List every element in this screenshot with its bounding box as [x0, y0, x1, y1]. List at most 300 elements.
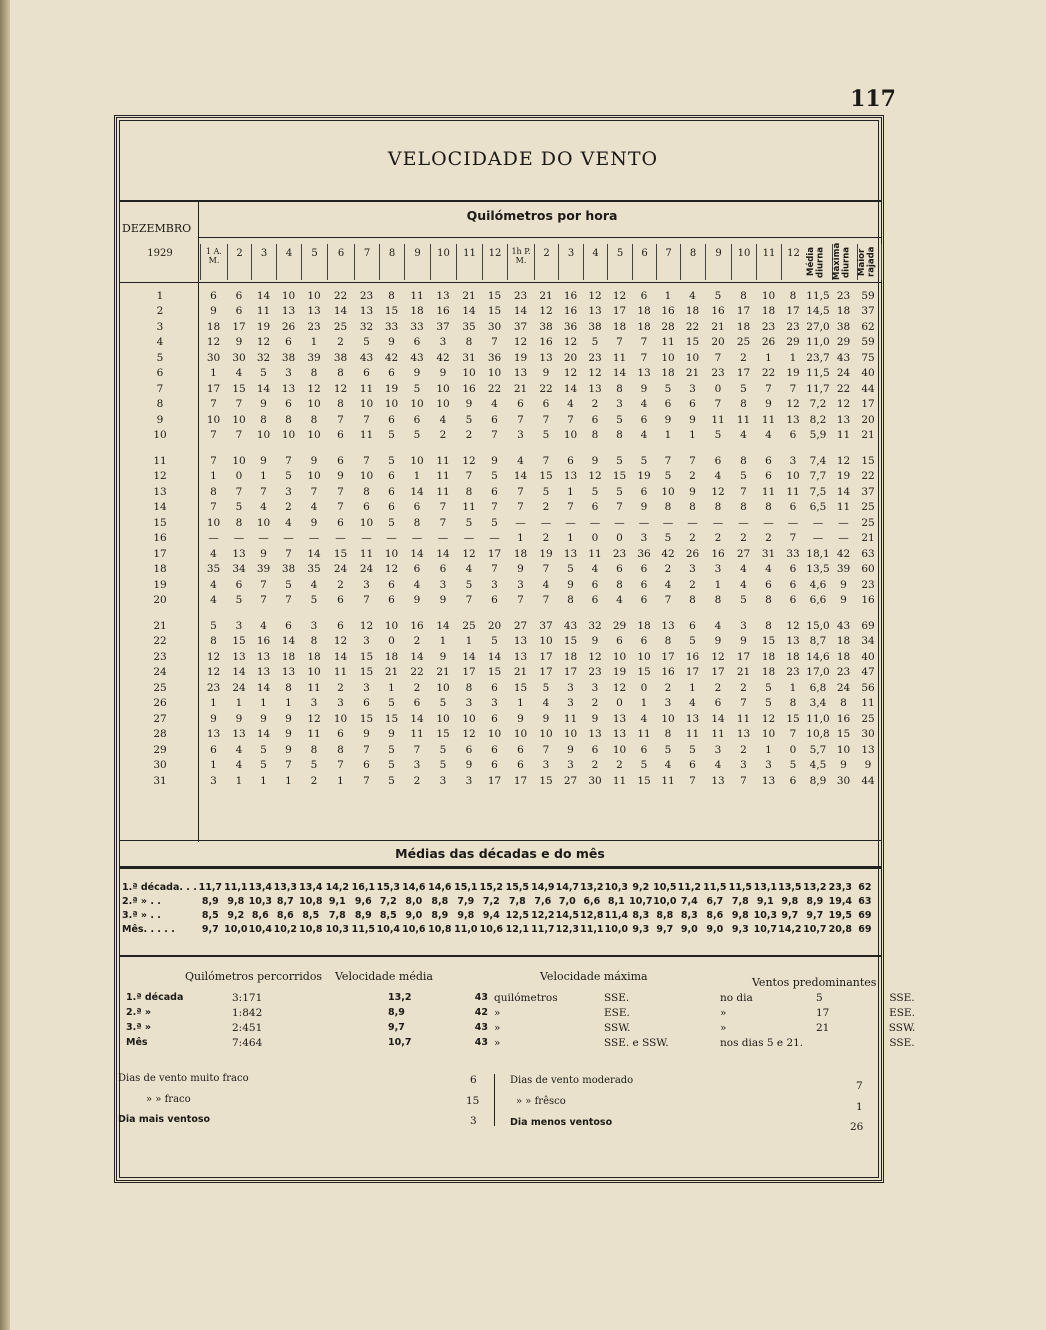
daily-table [120, 288, 880, 789]
stat-max: 10 [836, 743, 851, 756]
hour-value: 18 [206, 320, 221, 333]
stat-avg: 5,7 [809, 743, 827, 756]
hour-value: 13 [563, 547, 578, 560]
hour-value: 11 [685, 728, 700, 741]
hour-value: 6 [765, 470, 772, 483]
year-label: 1929 [147, 248, 173, 259]
hour-value: 9 [740, 635, 747, 648]
hour-value: 11 [256, 305, 271, 318]
day-cell: 11 [153, 454, 167, 467]
hour-value: 4 [235, 743, 243, 756]
hour-header: 8 [680, 244, 705, 280]
hour-header: 9 [404, 244, 430, 280]
hour-value: 7 [285, 759, 292, 772]
hour-value: 10 [333, 712, 348, 725]
hour-value: 8 [765, 501, 772, 514]
hour-value: 1 [439, 635, 447, 648]
day-cell: 31 [153, 774, 167, 787]
hour-value: 4 [689, 289, 696, 302]
hour-value: 13 [256, 666, 271, 679]
average-hour-value: 8,6 [251, 909, 269, 921]
hour-value: 25 [333, 320, 348, 333]
hour-value: 3 [714, 743, 722, 756]
hour-value: 10 [761, 728, 776, 741]
stat-gust: 62 [861, 320, 875, 333]
hour-header: 11 [456, 244, 482, 280]
hour-value: — [565, 516, 576, 529]
hour-value: 14 [410, 650, 424, 663]
hour-value: 7 [542, 743, 550, 756]
hour-value: 2 [413, 774, 421, 787]
hour-value: 17 [487, 774, 502, 787]
hour-value: 4 [260, 501, 267, 514]
hour-value: 2 [337, 578, 344, 591]
average-max: 23,3 [828, 881, 853, 893]
table-row [120, 649, 880, 665]
table-row [120, 711, 880, 727]
hour-value: 2 [689, 470, 696, 483]
hour-value: 9 [439, 650, 447, 663]
hour-value: 4 [210, 594, 217, 607]
header-rule [198, 237, 882, 238]
summary-maxv: 43 [474, 1022, 488, 1033]
footer-very-weak-label: Dias de vento muito fraco [118, 1073, 249, 1084]
hour-value: — [411, 532, 423, 545]
hour-value: 38 [333, 351, 348, 364]
hour-value: 6 [363, 367, 370, 380]
hour-value: 14 [232, 666, 246, 679]
hour-value: 13 [711, 774, 725, 787]
hour-value: 35 [462, 320, 476, 333]
hour-value: 7 [260, 594, 267, 607]
hour-value: 8 [664, 501, 672, 514]
hour-value: 10 [786, 470, 800, 483]
hour-value: 11 [736, 413, 751, 426]
hour-value: 23 [588, 351, 602, 364]
average-hour-value: 9,1 [756, 895, 774, 907]
hour-value: 2 [740, 532, 747, 545]
hour-value: 21 [513, 666, 528, 679]
table-row [120, 366, 880, 382]
hour-value: 14 [462, 650, 476, 663]
average-row [120, 894, 877, 908]
average-hour-value: 11,5 [703, 881, 727, 893]
average-hour-value: 9,0 [405, 909, 423, 921]
hour-value: 42 [384, 351, 399, 364]
hour-value: 12 [588, 470, 602, 483]
hour-value: 9 [310, 516, 318, 529]
hour-value: 17 [736, 367, 751, 380]
hour-value: — [738, 516, 749, 529]
hour-value: 23 [359, 289, 374, 302]
hour-value: 17 [786, 305, 800, 318]
hour-value: 6 [337, 516, 344, 529]
hour-value: 38 [281, 563, 296, 576]
stat-max: 24 [836, 367, 851, 380]
hour-value: 7 [491, 563, 498, 576]
hour-value: 23 [786, 320, 800, 333]
hour-value: 6 [285, 398, 292, 411]
hour-value: 9 [689, 485, 696, 498]
hour-value: 21 [513, 382, 528, 395]
table-row [120, 381, 880, 397]
hour-value: 3 [210, 774, 217, 787]
hour-value: 11 [436, 470, 450, 483]
hour-value: 27 [736, 547, 751, 560]
hour-value: 17 [232, 320, 246, 333]
stat-avg: 18,1 [806, 547, 830, 560]
average-hour-value: 14,9 [531, 881, 555, 893]
hour-value: 2 [591, 697, 599, 710]
hour-value: 0 [591, 532, 599, 545]
hour-value: 12 [786, 619, 800, 632]
hour-value: 4 [210, 578, 217, 591]
hour-value: 5 [465, 578, 473, 591]
hour-value: 7 [439, 501, 447, 514]
hour-value: — [308, 532, 320, 545]
hour-value: 11 [436, 485, 450, 498]
hour-value: 12 [513, 336, 528, 349]
hour-value: 6 [640, 413, 648, 426]
average-hour-value: 7,8 [731, 895, 749, 907]
hour-value: — [258, 532, 269, 545]
hour-value: 5 [640, 759, 648, 772]
units-subtitle: Quilómetros por hora [466, 208, 618, 223]
hour-value: 15 [384, 305, 399, 318]
average-hour-value: 6,7 [706, 895, 724, 907]
hour-value: 3 [740, 619, 747, 632]
hour-value: 21 [384, 666, 399, 679]
hour-value: 12 [333, 635, 348, 648]
hour-value: 16 [539, 336, 553, 349]
hour-value: 3 [789, 454, 797, 467]
hour-value: 11 [761, 485, 776, 498]
hour-value: 3 [439, 578, 447, 591]
hour-value: 9 [235, 336, 243, 349]
hour-value: 6 [235, 305, 243, 318]
hour-value: 31 [761, 547, 776, 560]
hour-value: 12 [588, 367, 602, 380]
average-hour-value: 10,0 [653, 895, 677, 907]
hour-value: 5 [439, 743, 447, 756]
table-row [120, 593, 880, 609]
hour-value: 8 [210, 485, 217, 498]
hour-value: — [787, 516, 799, 529]
hour-value: 13 [256, 650, 271, 663]
hour-value: 9 [591, 454, 599, 467]
average-hour-value: 10,3 [325, 923, 350, 935]
hour-value: 4 [640, 429, 648, 442]
hour-header: 5 [607, 244, 632, 280]
hour-value: 4 [310, 501, 318, 514]
hour-value: 15 [232, 635, 246, 648]
hour-value: 26 [685, 547, 700, 560]
hour-value: 18 [637, 320, 651, 333]
hour-value: — [662, 516, 674, 529]
hour-value: 20 [711, 336, 725, 349]
hour-value: 17 [736, 305, 751, 318]
hour-value: 1 [517, 532, 524, 545]
footer-moderate-value: 7 [856, 1080, 863, 1092]
day-cell: 1 [156, 289, 164, 302]
hour-value: 5 [689, 743, 696, 756]
hour-value: 11 [736, 712, 751, 725]
stat-avg: 8,2 [809, 413, 827, 426]
average-hour-value: 13,4 [248, 881, 273, 893]
hour-value: 7 [285, 594, 292, 607]
hour-value: 5 [439, 759, 447, 772]
hour-value: 11 [359, 547, 374, 560]
summary-vel: 8,9 [388, 1007, 405, 1018]
hour-value: 5 [491, 635, 498, 648]
average-hour-value: 7,2 [379, 895, 397, 907]
stat-gust: 44 [861, 774, 875, 787]
stat-max: 9 [840, 578, 847, 591]
hour-value: 10 [256, 516, 271, 529]
hour-value: 4 [591, 563, 599, 576]
hour-value: 15 [232, 382, 246, 395]
hour-value: 11 [711, 728, 725, 741]
summary-label: 3.ª » [126, 1022, 152, 1033]
hour-value: 10 [661, 485, 675, 498]
table-row [120, 428, 880, 444]
stat-max: 9 [840, 594, 847, 607]
hour-value: 3 [285, 367, 292, 380]
hour-value: 6 [517, 759, 524, 772]
day-cell: 27 [153, 712, 167, 725]
average-hour-value: 12,3 [555, 923, 580, 935]
table-row [120, 319, 880, 335]
stat-max: 24 [836, 681, 851, 694]
table-row [120, 453, 880, 469]
hour-value: 6 [689, 759, 696, 772]
average-hour-value: 10,2 [273, 923, 298, 935]
hour-value: 18 [637, 305, 651, 318]
hour-value: 6 [388, 367, 395, 380]
stat-avg: 10,8 [806, 728, 830, 741]
hour-value: 15 [436, 728, 450, 741]
hour-value: 15 [685, 336, 700, 349]
table-row [120, 634, 880, 650]
hour-value: 6 [235, 578, 243, 591]
stat-avg: 6,8 [809, 681, 827, 694]
hour-value: 15 [637, 666, 651, 679]
hour-value: 7 [210, 398, 217, 411]
average-hour-value: 15,5 [505, 881, 530, 893]
hour-value: 18 [786, 650, 800, 663]
hour-value: 14 [410, 712, 424, 725]
average-hour-value: 14,6 [402, 881, 426, 893]
hour-value: 31 [462, 351, 476, 364]
stat-gust: 56 [861, 681, 875, 694]
hour-value: 16 [462, 382, 476, 395]
hour-value: 17 [513, 774, 528, 787]
hour-value: 1 [689, 681, 696, 694]
hour-value: 2 [740, 351, 747, 364]
hour-value: 9 [413, 594, 421, 607]
hour-value: 1 [765, 743, 772, 756]
hour-value: 10 [637, 650, 651, 663]
hour-value: 3 [363, 578, 370, 591]
hour-header: 3 [251, 244, 276, 280]
stat-gust: 37 [861, 485, 875, 498]
title-rule [120, 200, 882, 202]
hour-value: 10 [539, 728, 553, 741]
day-cell: 13 [153, 485, 167, 498]
hour-value: 27 [563, 774, 578, 787]
hour-value: 6 [465, 743, 473, 756]
hour-value: 16 [410, 619, 424, 632]
summary-when: nos dias 5 e 21. [720, 1036, 804, 1049]
average-hour-value: 14,5 [555, 909, 580, 921]
hour-value: 6 [388, 594, 395, 607]
table-row [120, 758, 880, 774]
hour-value: 4 [740, 578, 747, 591]
hour-value: 6 [789, 563, 797, 576]
stat-max: 15 [836, 728, 851, 741]
hour-value: 1 [210, 470, 217, 483]
hour-value: 14 [281, 635, 296, 648]
hour-value: — [540, 516, 552, 529]
average-hour-value: 14,6 [428, 881, 452, 893]
hour-value: 4 [491, 398, 498, 411]
hour-value: 3 [567, 697, 574, 710]
hour-value: 6 [789, 429, 797, 442]
hour-value: 4 [439, 413, 447, 426]
hour-value: 6 [337, 594, 344, 607]
average-hour-value: 13,4 [299, 881, 323, 893]
stat-avg: 7,2 [809, 398, 827, 411]
hour-value: 9 [664, 413, 672, 426]
hour-value: 12 [462, 547, 476, 560]
hour-value: 9 [714, 635, 722, 648]
average-avg: 10,7 [803, 923, 827, 935]
hour-value: 14 [462, 305, 476, 318]
hour-value: 11 [307, 681, 321, 694]
summary-maxv: 42 [474, 1007, 488, 1018]
hour-value: 5 [388, 743, 395, 756]
hour-value: 5 [664, 743, 672, 756]
hour-value: 8 [789, 289, 797, 302]
hour-value: 14 [487, 650, 502, 663]
hour-value: 2 [714, 681, 722, 694]
hour-value: 14 [333, 305, 348, 318]
average-hour-value: 9,2 [227, 909, 245, 921]
average-max: 19,4 [828, 895, 853, 907]
hour-value: 23 [588, 666, 602, 679]
hour-value: 2 [714, 532, 722, 545]
hour-value: 16 [256, 635, 271, 648]
table-row [120, 515, 880, 531]
hour-value: 13 [761, 774, 776, 787]
hour-value: 4 [714, 759, 722, 772]
hour-value: 0 [235, 470, 243, 483]
footer-very-weak-value: 6 [470, 1074, 477, 1086]
hour-value: 12 [612, 681, 627, 694]
hour-value: 10 [281, 429, 296, 442]
average-hour-value: 12,2 [531, 909, 555, 921]
average-hour-value: 8,5 [379, 909, 397, 921]
hour-value: 5 [285, 578, 292, 591]
hour-value: 6 [413, 563, 421, 576]
hour-value: 17 [539, 666, 553, 679]
hour-value: 9 [640, 382, 648, 395]
hour-value: 1 [210, 367, 217, 380]
hour-value: 6 [542, 398, 550, 411]
hour-value: 8 [789, 697, 797, 710]
hour-value: 23 [786, 666, 800, 679]
average-label: 1.ª década. . . [122, 881, 197, 893]
hour-value: 9 [640, 501, 648, 514]
hour-value: 17 [206, 382, 221, 395]
average-hour-value: 14,2 [325, 881, 350, 893]
hour-value: 1 [285, 697, 292, 710]
hour-value: 6 [517, 398, 524, 411]
hour-value: 3 [491, 578, 498, 591]
stat-max: 29 [836, 336, 851, 349]
stat-gust: 13 [861, 743, 875, 756]
hour-value: 9 [260, 454, 267, 467]
hour-value: 1 [210, 759, 217, 772]
hour-value: 1 [413, 470, 421, 483]
hour-value: 19 [256, 320, 271, 333]
hour-value: 8 [337, 398, 344, 411]
hour-header: 10 [731, 244, 756, 280]
hour-value: 9 [591, 712, 599, 725]
hour-value: 4 [517, 454, 524, 467]
stat-max: 18 [836, 635, 851, 648]
hour-value: 37 [513, 320, 528, 333]
hour-value: 6 [235, 289, 243, 302]
average-max: 19,5 [828, 909, 853, 921]
hour-header: 2 [227, 244, 251, 280]
hour-value: 8 [285, 413, 292, 426]
average-hour-value: 12,8 [580, 909, 604, 921]
hour-value: 2 [765, 532, 772, 545]
day-cell: 2 [156, 305, 164, 318]
hour-value: 11 [563, 712, 578, 725]
day-cell: 3 [156, 320, 164, 333]
day-cell: 24 [153, 666, 167, 679]
table-row [120, 727, 880, 743]
hour-value: 12 [333, 382, 348, 395]
hour-value: 14 [513, 470, 528, 483]
hour-value: 10 [761, 289, 776, 302]
summary-label: Mês [126, 1037, 148, 1048]
hour-value: 16 [685, 650, 700, 663]
hour-value: 10 [462, 367, 476, 380]
table-row [120, 531, 880, 547]
stat-avg: 11,0 [806, 336, 830, 349]
hour-value: — [712, 516, 724, 529]
hour-value: 5 [591, 485, 599, 498]
hour-value: 6 [388, 501, 395, 514]
hour-value: 1 [789, 351, 797, 364]
hour-value: 5 [388, 516, 395, 529]
average-hour-value: 8,9 [201, 895, 219, 907]
hour-header: 7 [354, 244, 379, 280]
average-hour-value: 11,7 [531, 923, 555, 935]
stat-max: 12 [836, 454, 851, 467]
hour-value: 5 [413, 429, 421, 442]
table-row [120, 350, 880, 366]
stat-avg: 13,5 [806, 563, 830, 576]
hour-header: 4 [583, 244, 607, 280]
hour-value: 26 [761, 336, 776, 349]
hour-value: 7 [413, 743, 421, 756]
stat-avg: 11,7 [806, 382, 830, 395]
hour-value: 11 [612, 774, 627, 787]
